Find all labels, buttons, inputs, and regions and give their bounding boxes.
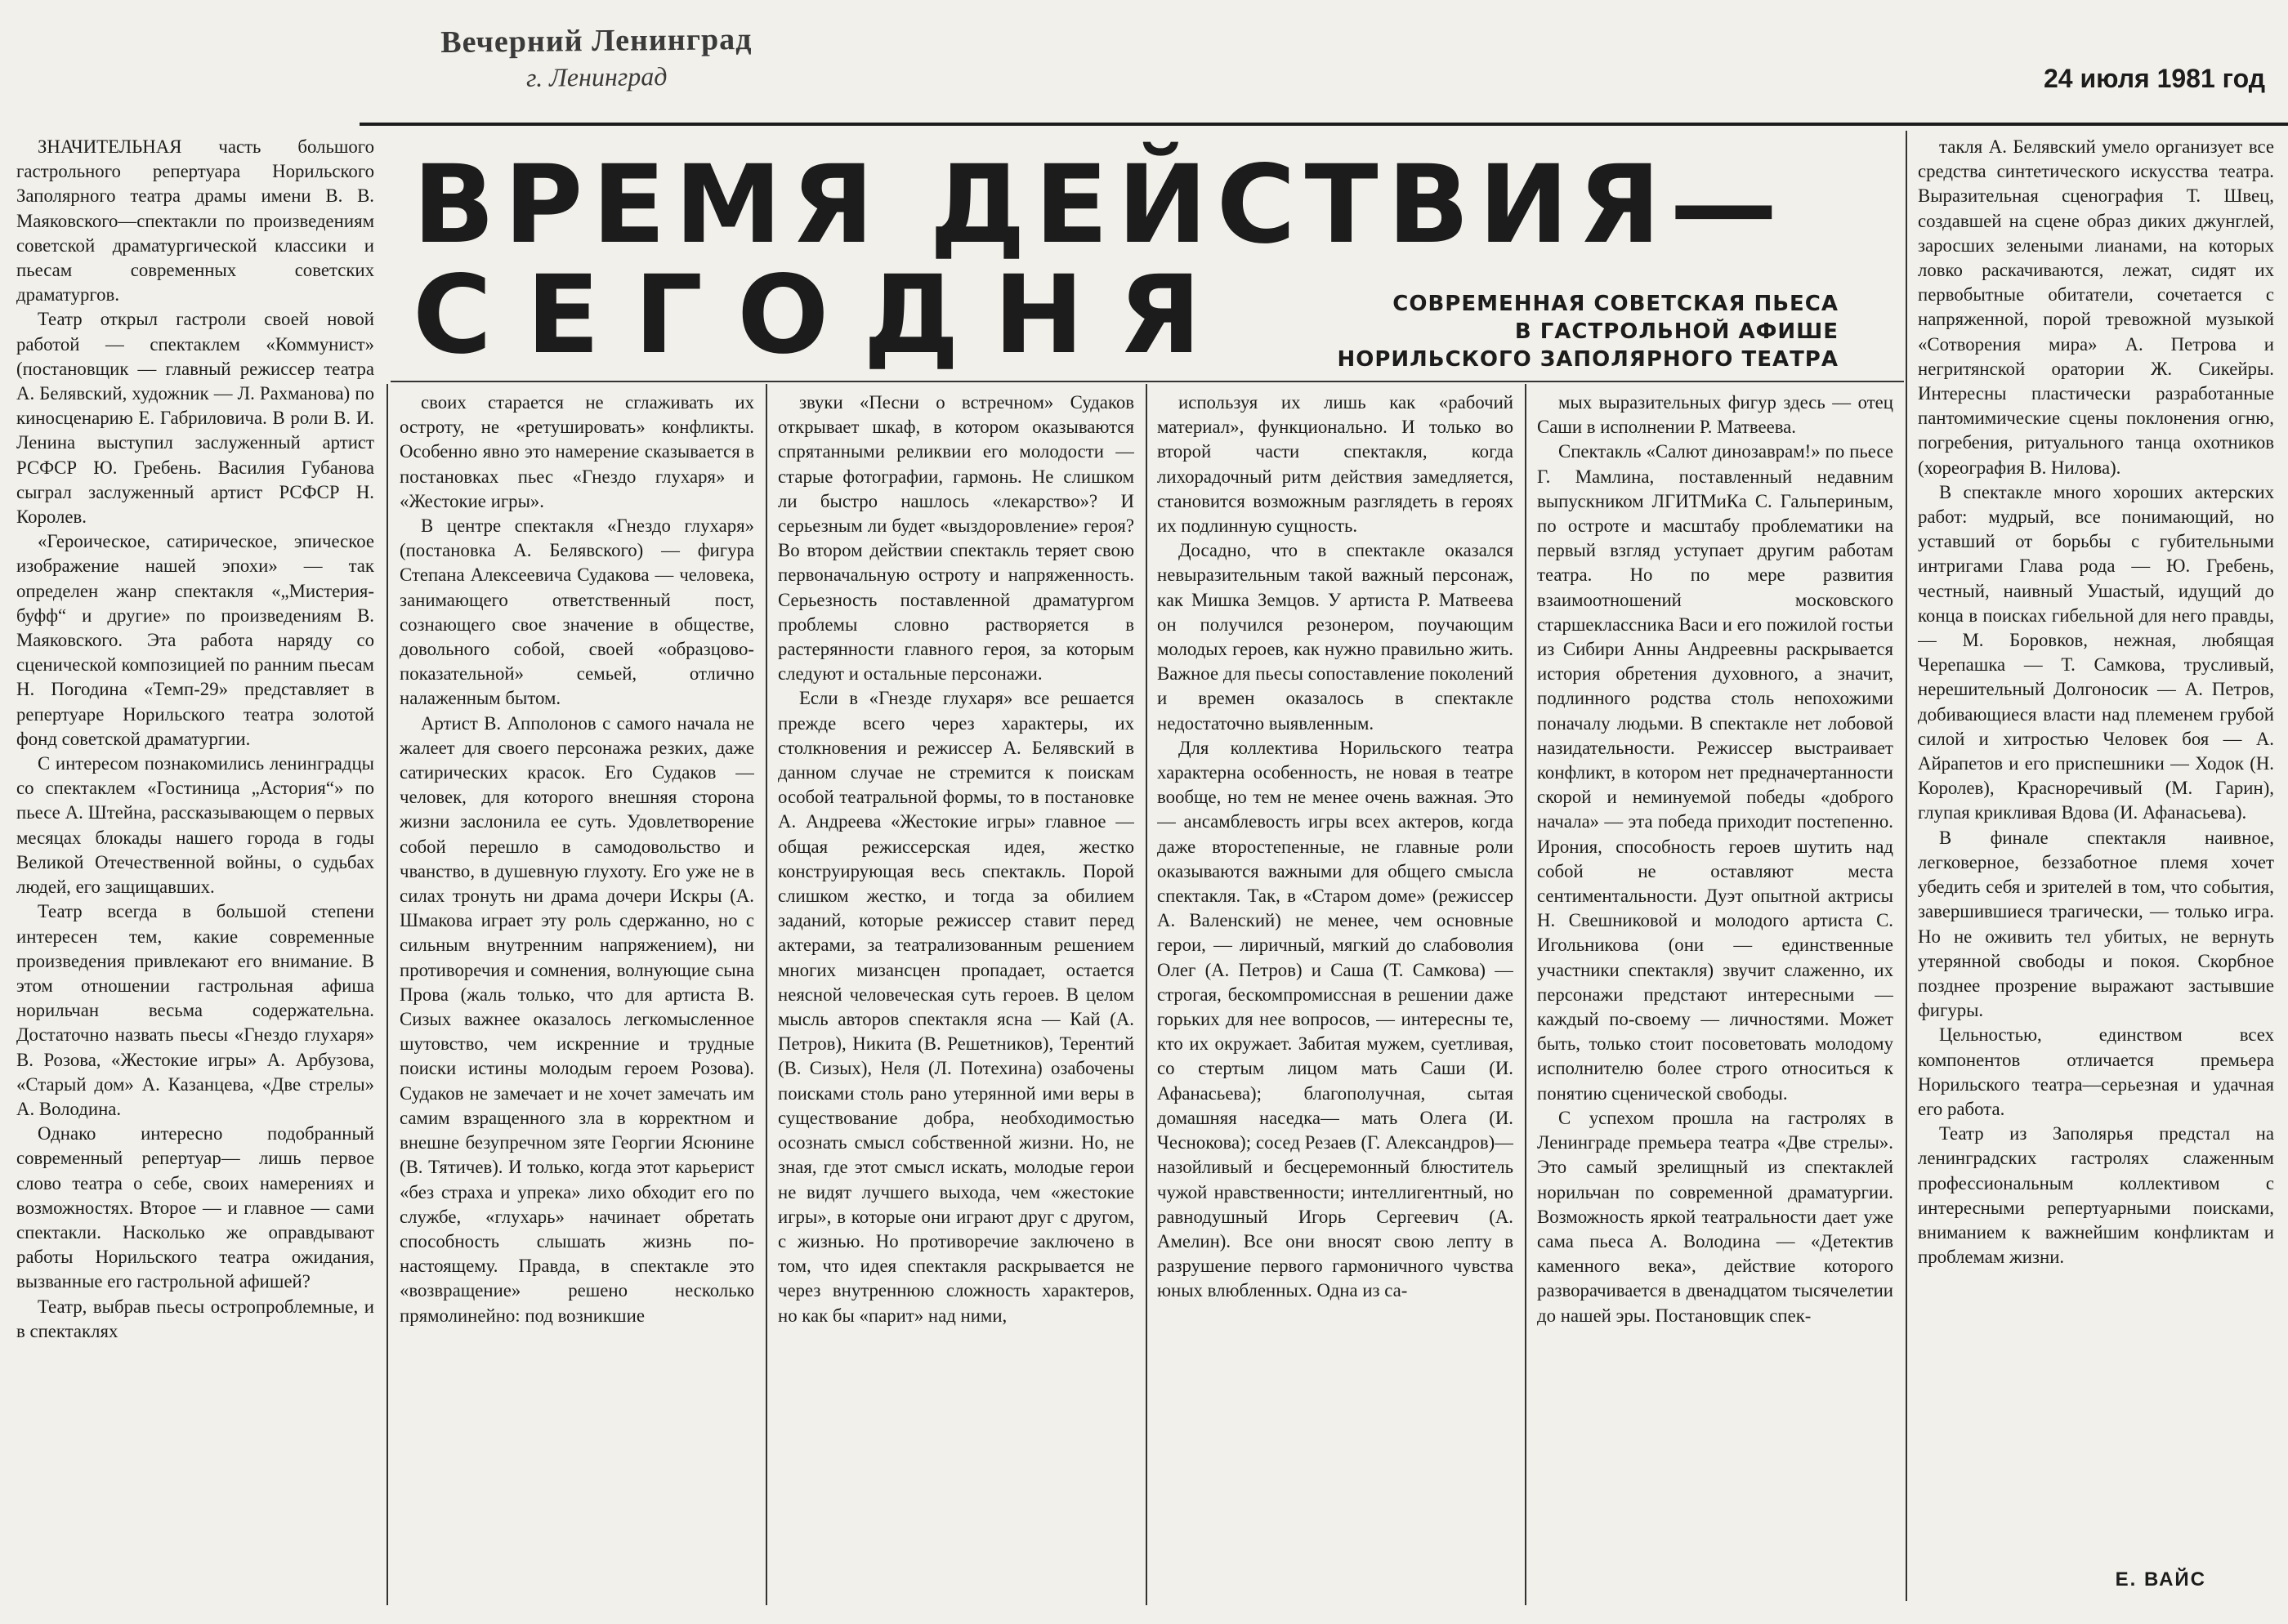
paragraph: Если в «Гнезде глухаря» все решается прежде всего через характеры, их столкновения и режиссер А. Белявский в данном случае не стремится к поискам особой театральной формы, то в постановке А. Андреева «Жестокие игры» главное — общая режиссерская идея, жестко конструирующая весь спектакль. Порой слишком жестко, и тогда за обилием заданий, которые режиссер ставит перед актерами, за театрализованным решением многих мизансцен пропадает, остается неясной человеческая суть героев. В целом мысль авторов спектакля ясна — Кай (А. Петров), Никита (В. Решетников), Терентий (В. Сизых), Неля (Л. Потехина) озабочены поисками столь рано утерянной ими веры в существование добра, необходимостью осознать смысл собственной жизни. Но, не зная, где этот смысл искать, молодые герои не видят лучшего выхода, чем «жестокие игры», в которые они играют друг с другом, с жизнью. Но противоречие заключено в том, что идея спектакля раскрывается не через внутреннюю сложность характеров, но как бы «парит» над ними,: [778, 688, 1134, 1326]
subheadline: [1299, 290, 1839, 373]
column-divider: [1525, 384, 1526, 1605]
paragraph: Театр открыл гастроли своей новой работой — спектаклем «Коммунист» (постановщик — главный режиссер театра А. Белявский, художник — Л. Рахманова) по киносценарию Е. Габриловича. В роли В. И. Ленина выступил заслуженный артист РСФСР Ю. Гребень. Василия Губанова сыграл заслуженный артист РСФСР Н. Королев.: [16, 309, 374, 528]
paragraph: Цельностью, единством всех компонентов отличается премьера Норильского театра—серьезная и удачная его работа.: [1918, 1024, 2274, 1119]
publication-date: 24 июля 1981 год: [2044, 64, 2265, 93]
paragraph: используя их лишь как «рабочий материал», функционально. И только во второй части спектакля, когда лихорадочный ритм действия замедляется, становится возможным разглядеть в героях их подлинную сущность.: [1157, 392, 1513, 537]
author-signature: Е. ВАЙС: [2115, 1568, 2206, 1591]
top-rule: [360, 123, 2288, 126]
newspaper-stamp: [409, 21, 785, 95]
article-column-5: [1537, 390, 1893, 1605]
article-column-1: [16, 135, 374, 1605]
article-column-3: [778, 390, 1134, 1605]
paragraph: В центре спектакля «Гнездо глухаря» (постановка А. Белявского) — фигура Степана Алексеевича Судакова — человека, занимающего ответственный пост, сознающего свое значение в обществе, довольного собой, своей «образцово-показательной» семьей, отлично налаженным бытом.: [400, 515, 754, 709]
stamp-newspaper-name: Вечерний Ленинград: [440, 22, 753, 60]
article-column-6: [1918, 135, 2274, 1560]
paragraph: Спектакль «Салют динозаврам!» по пьесе Г. Мамлина, поставленный недавним выпускником ЛГИТМиКа С. Гальпериным, по остроте и масштабу проблематики на первый взгляд уступает другим работам театра. Но по мере развития взаимоотношений московского старшеклассника Васи и его пожилой гостьи из Сибири Анны Андреевны раскрывается история обретения духовного, а значит, подлинного родства столь непохожими поначалу людьми. В спектакле нет лобовой назидательности. Режиссер выстраивает конфликт, в котором нет предначертанности скорой и неминуемой победы «доброго начала» — эта победа приходит постепенно. Ирония, способность героев шутить над собой не оставляют места сентиментальности. Дуэт опытной актрисы Н. Свешниковой и молодого артиста С. Игольникова (они — единственные участники спектакля) звучит слаженно, их персонажи предстают интересными — каждый по-своему — личностями. Может быть, только стоит посоветовать молодому исполнителю более строго относиться к понятию сценической свободы.: [1537, 441, 1893, 1104]
paragraph: Артист В. Апполонов с самого начала не жалеет для своего персонажа резких, даже сатирических красок. Его Судаков — человек, для которого внешняя сторона жизни заслонила ее суть. Удовлетворение собой перешло в самодовольство и чванство, в душевную глухоту. Его уже не в силах тронуть ни драма дочери Искры (А. Шмакова играет эту роль сдержанно, но с сильным внутренним напряжением), ни противоречия и сомнения, волнующие сына Прова (жаль только, что для артиста В. Сизых важнее оказалось легкомысленное шутовство, чем искренние и трудные поиски истины молодым героем Розова). Судаков не замечает и не хочет замечать им самим взращенного зла в корректном и внешне безупречном зяте Георгии Ясюнине (В. Тятичев). И только, когда этот карьерист «без страха и упрека» лихо обходит его по службе, «глухарь» начинает обретать способность слышать жизнь по-настоящему. Правда, в спектакле это «возвращение» решено несколько прямолинейно: под возникшие: [400, 712, 754, 1326]
column-divider: [766, 384, 767, 1605]
paragraph: мых выразительных фигур здесь — отец Саши в исполнении Р. Матвеева.: [1537, 392, 1893, 438]
column-divider: [1146, 384, 1147, 1605]
paragraph: В финале спектакля наивное, легковерное, беззаботное племя хочет убедить себя и зрителей в том, что события, завершившиеся трагически, — только игра. Но не оживить тел убитых, не вернуть утерянной свободы и покоя. Скорбное позднее прозрение выражают застывшие фигуры.: [1918, 827, 2274, 1021]
paragraph: такля А. Белявский умело организует все средства синтетического искусства театра. Выразительная сценография Т. Швец, создавшей на сцене образ диких джунглей, заросших зелеными лианами, на которых ловко раскачиваются, лежат, сидят их первобытные обитатели, сочетается с напряженной, порой тревожной музыкой «Сотворения мира» А. Петрова и негритянской оратории Ж. Сикейры. Интересны пластически разработанные пантомимические сцены поклонения огню, погребения, ритуального танца охотников (хореография В. Нилова).: [1918, 136, 2274, 478]
paragraph: С успехом прошла на гастролях в Ленинграде премьера театра «Две стрелы». Это самый зрелищный из спектаклей норильчан по современной драматургии. Возможность яркой театральности дает уже сама пьеса А. Володина — «Детектив каменного века», действие которого разворачивается в двенадцатом тысячелетии до нашей эры. Постановщик спек-: [1537, 1107, 1893, 1326]
subheadline-line-2: В ГАСТРОЛЬНОЙ АФИШЕ: [1514, 319, 1839, 344]
paragraph: В спектакле много хороших актерских работ: мудрый, все понимающий, но уставший от борьбы с губительными интригами Глава рода — Ю. Гребень, честный, наивный Ушастый, идущий до конца в поисках гибельной для него правды, — М. Боровков, нежная, любящая Черепашка — Т. Самкова, трусливый, нерешительный Долгоносик — А. Петров, добивающиеся власти над племенем грубой силой и хитростью Человек боя — А. Айрапетов и его приспешники — Ходок (Н. Королев), Красноречивый (М. Гарин), глупая крикливая Вдова (И. Афанасьева).: [1918, 481, 2274, 823]
paragraph: Театр, выбрав пьесы остропроблемные, и в спектаклях: [16, 1296, 374, 1341]
paragraph: ЗНАЧИТЕЛЬНАЯ часть большого гастрольного репертуара Норильского Заполярного театра драмы имени В. В. Маяковского—спектакли по произведениям советской драматургической классики и пьесам современных советских драматургов.: [16, 136, 374, 306]
article-column-4: [1157, 390, 1513, 1605]
headline-line-1: ВРЕМЯ ДЕЙСТВИЯ—: [413, 142, 1787, 268]
column-divider: [1906, 131, 1907, 1601]
column-divider: [387, 384, 388, 1605]
subheadline-line-3: НОРИЛЬСКОГО ЗАПОЛЯРНОГО ТЕАТРА: [1337, 347, 1839, 372]
article-column-2: [400, 390, 754, 1605]
paragraph: Театр всегда в большой степени интересен тем, какие современные произведения привлекают его внимание. В этом отношении гастрольная афиша норильчан весьма содержательна. Достаточно назвать пьесы «Гнездо глухаря» В. Розова, «Жестокие игры» А. Арбузова, «Старый дом» А. Казанцева, «Две стрелы» А. Володина.: [16, 901, 374, 1119]
paragraph: Театр из Заполярья предстал на ленинградских гастролях слаженным профессиональным коллективом с интересными репертуарными поисками, вниманием к важнейшим конфликтам и проблемам жизни.: [1918, 1123, 2274, 1268]
headline-underline: [391, 381, 1904, 382]
paragraph: Для коллектива Норильского театра характерна особенность, не новая в театре вообще, но тем не менее очень важная. Это — ансамблевость игры всех актеров, когда даже второстепенные, не главные роли оказываются важными для общего смысла спектакля. Так, в «Старом доме» (режиссер А. Валенский) не менее, чем основные герои, — лиричный, мягкий до слабоволия Олег (А. Петров) и Саша (Т. Самкова) — строгая, бескомпромиссная в решении даже горьких для нее вопросов, — интересны те, кто их окружает. Забитая мужем, суетливая, со стертым лицом мать Саши (И. Афанасьева); благополучная, сытая домашняя наседка— мать Олега (И. Чеснокова); сосед Резаев (Г. Александров)— назойливый и бесцеремонный блюститель чужой нравственности; интеллигентный, но равнодушный Игорь Сергеевич (А. Амелин). Все они вносят свою лепту в разрушение первого гармоничного чувства юных влюбленных. Одна из са-: [1157, 737, 1513, 1301]
paragraph: С интересом познакомились ленинградцы со спектаклем «Гостиница „Астория“» по пьесе А. Штейна, рассказывающем о первых месяцах блокады нашего города в годы Великой Отечественной войны, о судьбах людей, его защищавших.: [16, 753, 374, 898]
paragraph: своих старается не сглаживать их остроту, не «ретушировать» конфликты. Особенно явно это намерение сказывается в постановках пьес «Гнездо глухаря» и «Жестокие игры».: [400, 392, 754, 511]
subheadline-line-1: СОВРЕМЕННАЯ СОВЕТСКАЯ ПЬЕСА: [1392, 292, 1839, 316]
paragraph: звуки «Песни о встречном» Судаков открывает шкаф, в котором оказываются спрятанными реликвии его молодости — старые фотографии, гармонь. Не слишком ли быстро нашлось «лекарство»? И серьезным ли будет «выздоровление» героя? Во втором действии спектакль теряет свою первоначальную остроту и напряженность. Серьезность поставленной драматургом проблемы словно растворяется в растерянности главного героя, за которым следуют и остальные персонажи.: [778, 392, 1134, 685]
stamp-city: г. Ленинград: [525, 61, 668, 92]
headline-line-2: СЕГОДНЯ: [413, 252, 1236, 378]
paragraph: Однако интересно подобранный современный репертуар— лишь первое слово театра о себе, своих намерениях и возможностях. Второе — и главное — сами спектакли. Насколько же оправдывают работы Норильского театра ожидания, вызванные его гастрольной афишей?: [16, 1123, 374, 1292]
paragraph: Досадно, что в спектакле оказался невыразительным такой важный персонаж, как Мишка Земцов. У артиста Р. Матвеева он получился резонером, поучающим молодых героев, как нужно правильно жить. Важное для пьесы сопоставление поколений и времен оказалось в спектакле недостаточно выявленным.: [1157, 540, 1513, 734]
paragraph: «Героическое, сатирическое, эпическое изображение нашей эпохи» — так определен жанр спектакля «„Мистерия-буфф“ и другие» по произведениям В. Маяковского. Эта работа наряду со сценической композицией по ранним пьесам Н. Погодина «Темп-29» представляет в репертуаре Норильского театра золотой фонд советской драматургии.: [16, 531, 374, 749]
